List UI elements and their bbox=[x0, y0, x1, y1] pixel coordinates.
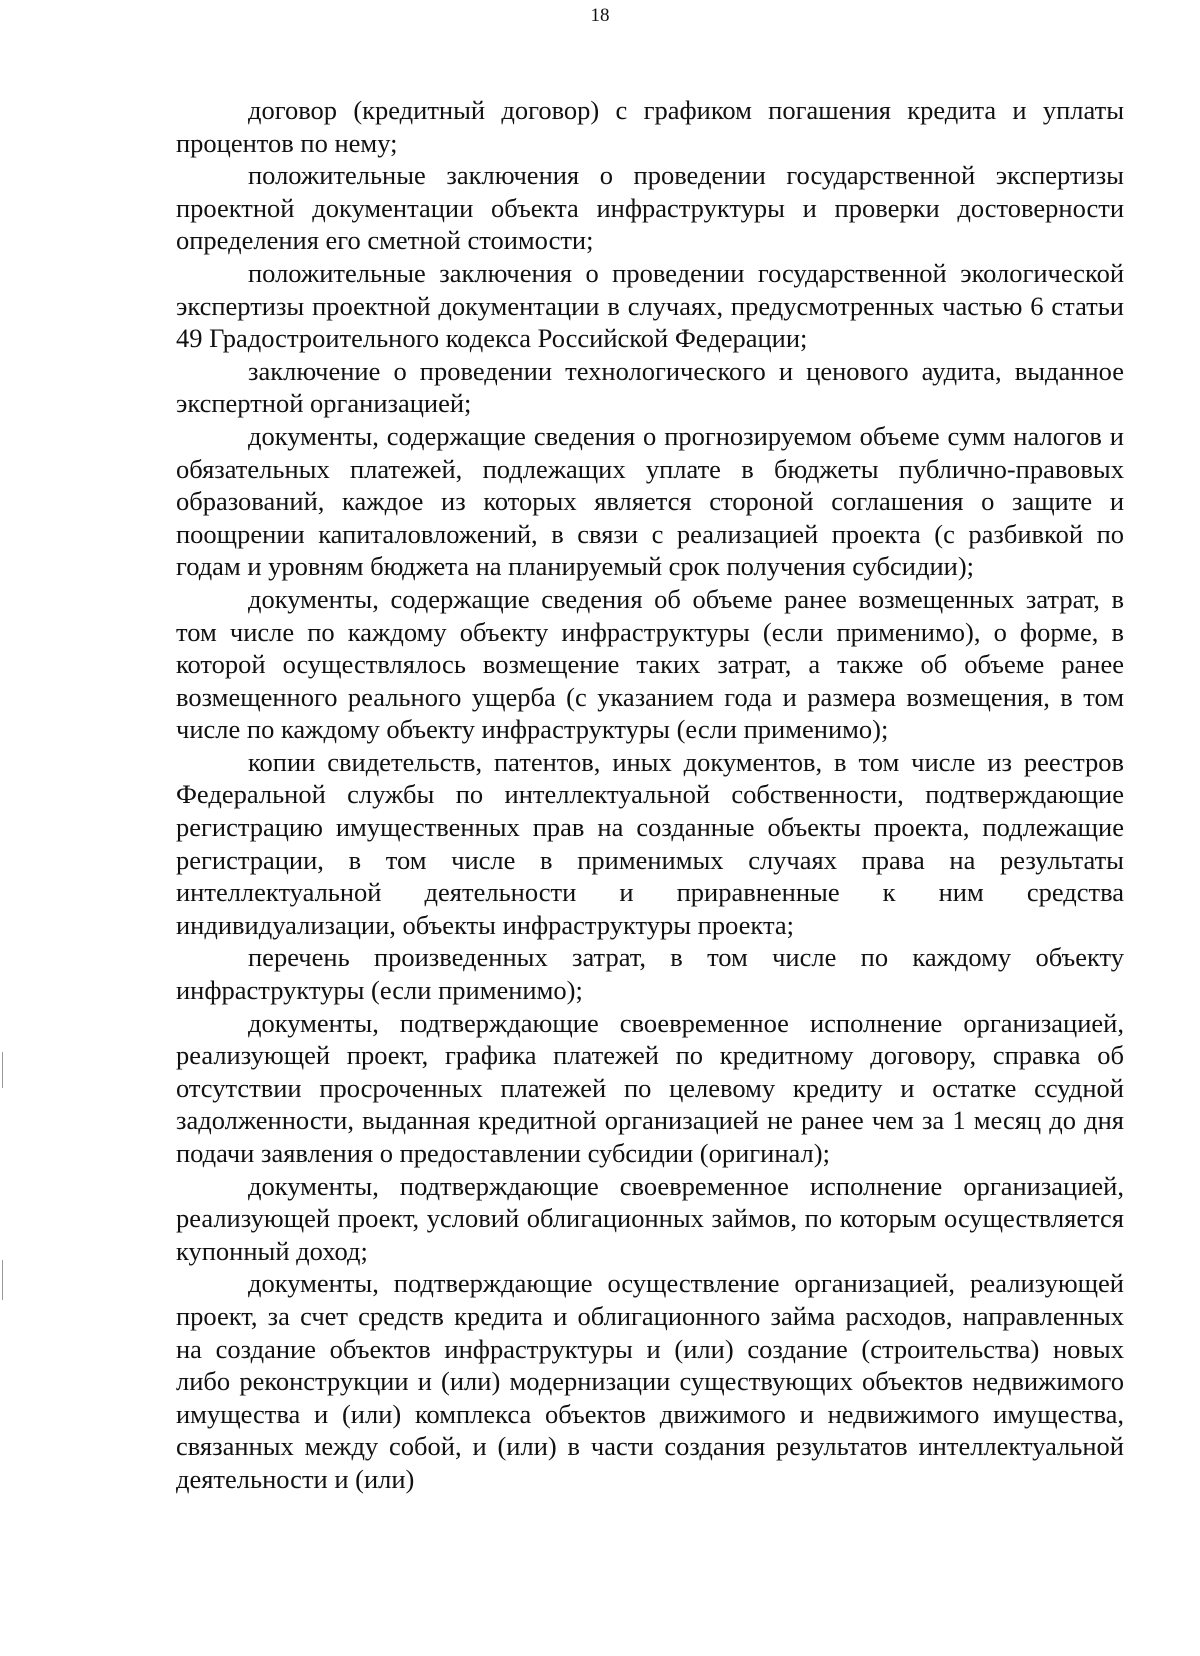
paragraph-reimbursed-costs: документы, содержащие сведения об объеме ранее возмещенных затрат, в том числе по каждому объекту инфраструктуры (если применимо), о форме, в которой осуществлялось возмещение таких затрат, а также об объеме ранее возмещенного реального ущерба (с указанием года и размера возмещения, в том числе по каждому объекту инфраструктуры (если применимо); bbox=[176, 583, 1124, 745]
document-body bbox=[176, 94, 1124, 1496]
scan-edge-mark bbox=[2, 1260, 3, 1300]
paragraph-loan-agreement: договор (кредитный договор) с графиком погашения кредита и уплаты процентов по нему; bbox=[176, 95, 1124, 158]
scan-edge-mark bbox=[2, 1052, 3, 1088]
paragraph-state-expertise: положительные заключения о проведении государственной экспертизы проектной документации объекта инфраструктуры и проверки достоверности определения его сметной стоимости; bbox=[176, 160, 1124, 256]
paragraph-cost-list: перечень произведенных затрат, в том числе по каждому объекту инфраструктуры (если применимо); bbox=[176, 942, 1124, 1006]
paragraph-audit-conclusion: заключение о проведении технологического и ценового аудита, выданное экспертной организацией; bbox=[176, 355, 1124, 419]
paragraph-patent-copies: копии свидетельств, патентов, иных документов, в том числе из реестров Федеральной службы по интеллектуальной собственности, подтверждающие регистрацию имущественных прав на созданные объекты проекта, подлежащие регистрации, в том числе в применимых случаях права на результаты интеллектуальной деятельности и приравненные к ним средства индивидуализации, объекты инфраструктуры проекта; bbox=[176, 746, 1124, 940]
paragraph-expense-confirmation: документы, подтверждающие осуществление организацией, реализующей проект, за счет средств кредита и облигационного займа расходов, направленных на создание объектов инфраструктуры и (или) создание (строительства) новых либо реконструкции и (или) модернизации существующих объектов недвижимого имущества и (или) комплекса объектов движимого и недвижимого имущества, связанных между собой, и (или) в части создания результатов интеллектуальной деятельности и (или) bbox=[176, 1268, 1124, 1494]
paragraph-tax-forecast: документы, содержащие сведения о прогнозируемом объеме сумм налогов и обязательных платежей, подлежащих уплате в бюджеты публично-правовых образований, каждое из которых является стороной соглашения о защите и поощрении капиталовложений, в связи с реализацией проекта (с разбивкой по годам и уровням бюджета на планируемый срок получения субсидии); bbox=[176, 420, 1124, 582]
paragraph-bond-coupons: документы, подтверждающие своевременное исполнение организацией, реализующей проект, условий облигационных займов, по которым осуществляется купонный доход; bbox=[176, 1170, 1124, 1266]
paragraph-ecological-expertise: положительные заключения о проведении государственной экологической экспертизы проектной документации в случаях, предусмотренных частью 6 статьи 49 Градостроительного кодекса Российской Федерации; bbox=[176, 257, 1124, 354]
page-number: 18 bbox=[590, 5, 610, 26]
paragraph-loan-payments: документы, подтверждающие своевременное исполнение организацией, реализующей проект, графика платежей по кредитному договору, справка об отсутствии просроченных платежей по целевому кредиту и остатке ссудной задолженности, выданная кредитной организацией не ранее чем за 1 месяц до дня подачи заявления о предоставлении субсидии (оригинал); bbox=[176, 1007, 1124, 1168]
